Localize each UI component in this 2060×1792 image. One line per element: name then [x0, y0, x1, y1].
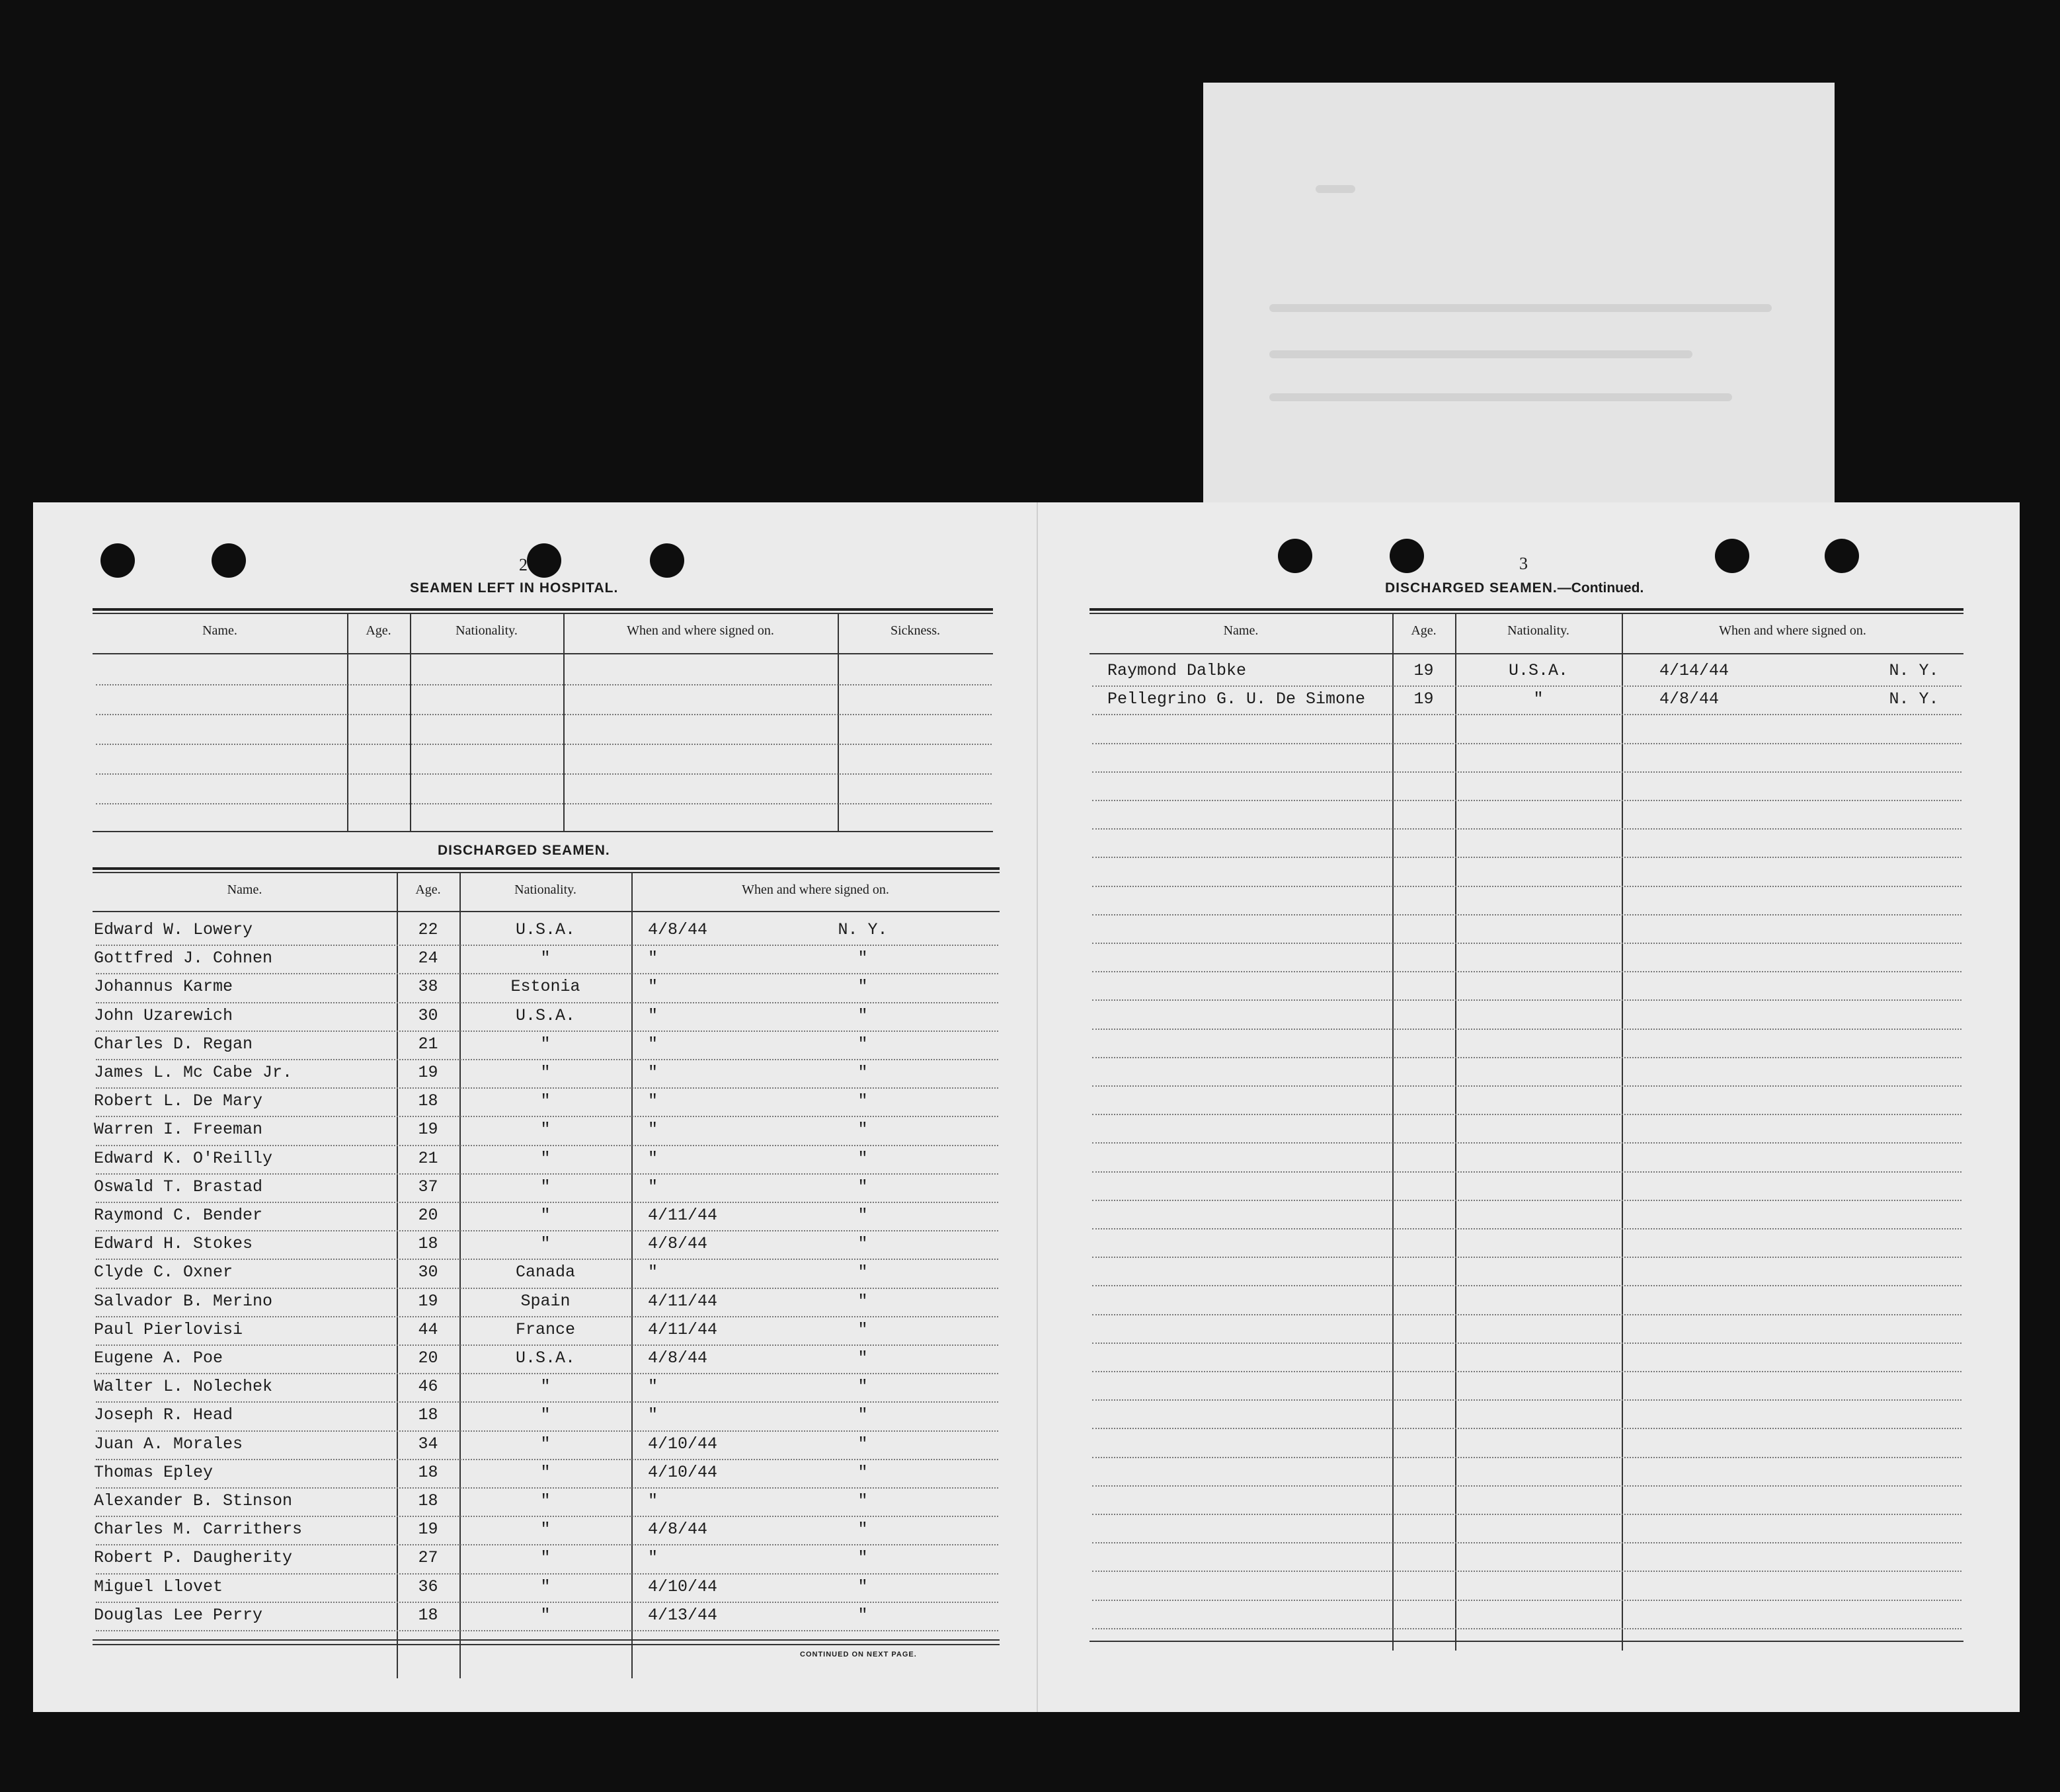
row-name: Thomas Epley [94, 1462, 214, 1482]
row-age: 27 [418, 1548, 438, 1568]
row-line [1092, 1542, 1961, 1543]
row-place: " [857, 977, 868, 997]
punch-hole [1715, 539, 1749, 573]
hospital-table-rule [93, 613, 993, 614]
row-line [96, 1259, 998, 1260]
row-nationality: Spain [520, 1291, 571, 1311]
discharged-header-nationality: Nationality. [514, 882, 576, 897]
punch-hole [1278, 539, 1312, 573]
row-age: 20 [418, 1206, 438, 1225]
row-name: Raymond Dalbke [1107, 661, 1247, 680]
discharged-header-age: Age. [415, 882, 441, 897]
row-line [96, 1059, 998, 1060]
header-age: Age. [1411, 623, 1437, 638]
row-line [1092, 1142, 1961, 1144]
row-place: " [857, 1263, 868, 1282]
row-nationality: " [540, 1063, 551, 1082]
row-nationality: " [540, 1148, 551, 1168]
row-age: 19 [1413, 689, 1434, 709]
row-name: Warren I. Freeman [94, 1120, 263, 1140]
row-line [1092, 886, 1961, 887]
row-place: " [857, 1091, 868, 1111]
row-line [1092, 1085, 1961, 1087]
row-name: Edward H. Stokes [94, 1234, 253, 1254]
row-date: 4/10/44 [648, 1434, 718, 1454]
row-line [1092, 1343, 1961, 1344]
title-suffix: —Continued. [1557, 580, 1644, 596]
row-line [96, 1602, 998, 1603]
row-place: " [857, 1291, 868, 1311]
page-number: 2 [519, 555, 528, 574]
header-nationality: Nationality. [1507, 623, 1569, 638]
row-place: " [857, 1377, 868, 1397]
hospital-header-rule [93, 653, 993, 654]
row-date: " [648, 1548, 658, 1568]
row-nationality: U.S.A. [515, 1005, 575, 1025]
discharged-section-title: DISCHARGED SEAMEN. [438, 843, 610, 858]
row-nationality: " [540, 949, 551, 968]
row-name: Oswald T. Brastad [94, 1177, 263, 1196]
row-age: 36 [418, 1577, 438, 1596]
hospital-row-line [96, 773, 992, 775]
row-place: " [857, 1319, 868, 1339]
row-name: Raymond C. Bender [94, 1206, 263, 1225]
hospital-header-name: Name. [202, 623, 237, 638]
row-date: 4/8/44 [648, 1520, 708, 1539]
row-name: Joseph R. Head [94, 1405, 233, 1425]
table-rule [1089, 613, 1963, 614]
row-name: Paul Pierlovisi [94, 1319, 243, 1339]
row-line [96, 1202, 998, 1203]
row-line [1092, 1314, 1961, 1315]
row-date: " [648, 1177, 658, 1196]
punch-hole [527, 543, 561, 578]
row-age: 37 [418, 1177, 438, 1196]
row-line [96, 1430, 998, 1432]
row-nationality: " [540, 1120, 551, 1140]
row-place: " [857, 1577, 868, 1596]
row-age: 30 [418, 1005, 438, 1025]
row-name: Clyde C. Oxner [94, 1263, 233, 1282]
row-age: 18 [418, 1462, 438, 1482]
row-age: 44 [418, 1319, 438, 1339]
row-line [96, 1573, 998, 1575]
punch-hole [212, 543, 246, 578]
row-date: " [648, 949, 658, 968]
row-date: " [648, 1091, 658, 1111]
row-line [1092, 714, 1961, 715]
row-place: " [857, 1520, 868, 1539]
row-name: Johannus Karme [94, 977, 233, 997]
header-name: Name. [1223, 623, 1259, 638]
row-date: " [648, 1377, 658, 1397]
row-place: " [857, 1206, 868, 1225]
row-line [1092, 685, 1961, 687]
hospital-row-line [96, 744, 992, 745]
row-line [1092, 1257, 1961, 1258]
row-line [1092, 1428, 1961, 1429]
faded-text-line [1269, 350, 1692, 358]
hospital-table-top-rule [93, 608, 993, 611]
row-name: Douglas Lee Perry [94, 1605, 263, 1625]
punch-hole [100, 543, 135, 578]
hospital-col-divider [563, 613, 565, 831]
discharged-col-divider [631, 872, 633, 1678]
row-nationality: " [540, 1462, 551, 1482]
row-line [1092, 1399, 1961, 1401]
row-line [1092, 1200, 1961, 1201]
row-name: Charles M. Carrithers [94, 1520, 303, 1539]
row-nationality: U.S.A. [1508, 661, 1568, 680]
row-line [1092, 828, 1961, 830]
row-age: 21 [418, 1034, 438, 1054]
row-line [96, 1116, 998, 1117]
row-name: Pellegrino G. U. De Simone [1107, 689, 1366, 709]
row-line [1092, 999, 1961, 1001]
col-divider [1622, 613, 1623, 1651]
col-divider [1455, 613, 1456, 1651]
row-place: " [857, 1148, 868, 1168]
row-age: 22 [418, 920, 438, 939]
hospital-header-age: Age. [366, 623, 391, 638]
row-place: " [857, 1462, 868, 1482]
row-nationality: " [540, 1605, 551, 1625]
row-place: " [857, 1177, 868, 1196]
row-line [1092, 1228, 1961, 1229]
row-line [1092, 1485, 1961, 1487]
row-nationality: " [540, 1177, 551, 1196]
row-name: Charles D. Regan [94, 1034, 253, 1054]
row-line [1092, 743, 1961, 744]
row-name: Eugene A. Poe [94, 1348, 223, 1368]
row-line [96, 1373, 998, 1374]
page-number: 3 [1519, 554, 1528, 573]
row-age: 19 [1413, 661, 1434, 680]
table-bottom-rule [1089, 1641, 1963, 1642]
row-age: 19 [418, 1063, 438, 1082]
row-age: 19 [418, 1291, 438, 1311]
faded-text-line [1316, 185, 1355, 193]
discharged-table-bottom-rule [93, 1644, 1000, 1645]
row-nationality: " [540, 1434, 551, 1454]
row-date: 4/11/44 [648, 1291, 718, 1311]
row-date: 4/10/44 [648, 1577, 718, 1596]
row-place: " [857, 1434, 868, 1454]
row-nationality: U.S.A. [515, 920, 575, 939]
row-date: " [648, 977, 658, 997]
row-line [1092, 1600, 1961, 1601]
row-line [96, 1459, 998, 1460]
punch-hole [650, 543, 684, 578]
row-line [1092, 1114, 1961, 1115]
row-place: " [857, 1491, 868, 1510]
row-place: " [857, 949, 868, 968]
row-date: " [648, 1263, 658, 1282]
row-nationality: " [540, 1034, 551, 1054]
row-name: Robert L. De Mary [94, 1091, 263, 1111]
row-line [96, 1316, 998, 1317]
row-name: James L. Mc Cabe Jr. [94, 1063, 293, 1082]
row-nationality: " [540, 1091, 551, 1111]
row-age: 18 [418, 1405, 438, 1425]
table-top-rule [1089, 608, 1963, 611]
row-place: " [857, 1348, 868, 1368]
row-name: Juan A. Morales [94, 1434, 243, 1454]
discharged-header-signed-on: When and where signed on. [742, 882, 889, 897]
row-line [96, 973, 998, 974]
row-line [96, 1630, 998, 1631]
attached-slip [1203, 83, 1835, 526]
row-line [1092, 1057, 1961, 1058]
row-date: 4/11/44 [648, 1206, 718, 1225]
hospital-header-signed-on: When and where signed on. [627, 623, 774, 638]
row-line [96, 1230, 998, 1231]
row-line [96, 1487, 998, 1489]
header-rule [1089, 653, 1963, 654]
row-line [96, 1031, 998, 1032]
row-place: " [857, 1063, 868, 1082]
row-date: " [648, 1063, 658, 1082]
row-line [1092, 1285, 1961, 1286]
hospital-col-divider [410, 613, 411, 831]
row-line [96, 945, 998, 946]
row-place: " [857, 1234, 868, 1254]
row-line [1092, 943, 1961, 944]
hospital-header-sickness: Sickness. [891, 623, 940, 638]
row-age: 20 [418, 1348, 438, 1368]
row-age: 21 [418, 1148, 438, 1168]
row-line [1092, 914, 1961, 915]
row-place: " [857, 1405, 868, 1425]
row-nationality: " [540, 1577, 551, 1596]
row-place: " [857, 1005, 868, 1025]
row-place: " [857, 1120, 868, 1140]
punch-hole [1390, 539, 1424, 573]
hospital-row-line [96, 714, 992, 715]
row-nationality: " [540, 1520, 551, 1539]
row-line [1092, 1571, 1961, 1572]
punch-hole [1825, 539, 1859, 573]
discharged-table-bottom-rule [93, 1639, 1000, 1641]
title-main: DISCHARGED SEAMEN. [1385, 580, 1558, 596]
row-line [96, 1288, 998, 1289]
row-line [1092, 771, 1961, 773]
row-age: 30 [418, 1263, 438, 1282]
row-date: " [648, 1491, 658, 1510]
row-line [96, 1087, 998, 1089]
discharged-continued-title [1385, 580, 1644, 596]
row-date: 4/8/44 [648, 920, 708, 939]
row-date: " [648, 1148, 658, 1168]
row-name: Walter L. Nolechek [94, 1377, 273, 1397]
row-place: N. Y. [1889, 689, 1939, 709]
row-nationality: Canada [515, 1263, 575, 1282]
discharged-table-rule [93, 872, 1000, 873]
row-date: 4/8/44 [648, 1234, 708, 1254]
hospital-table-bottom-rule [93, 831, 993, 832]
row-line [1092, 1628, 1961, 1629]
hospital-section-title: SEAMEN LEFT IN HOSPITAL. [410, 580, 619, 596]
row-age: 34 [418, 1434, 438, 1454]
row-age: 18 [418, 1091, 438, 1111]
row-age: 18 [418, 1605, 438, 1625]
row-line [1092, 971, 1961, 972]
row-age: 46 [418, 1377, 438, 1397]
row-line [96, 1516, 998, 1517]
faded-text-line [1269, 393, 1732, 401]
row-nationality: " [540, 1491, 551, 1510]
row-line [96, 1344, 998, 1346]
row-name: Miguel Llovet [94, 1577, 223, 1596]
row-name: Robert P. Daugherity [94, 1548, 293, 1568]
row-place: N. Y. [838, 920, 888, 939]
row-age: 18 [418, 1491, 438, 1510]
row-line [96, 1145, 998, 1146]
row-age: 19 [418, 1520, 438, 1539]
row-date: 4/10/44 [648, 1462, 718, 1482]
row-line [1092, 800, 1961, 801]
discharged-table-top-rule [93, 867, 1000, 870]
hospital-col-divider [347, 613, 348, 831]
row-name: Gottfred J. Cohnen [94, 949, 273, 968]
row-place: " [857, 1548, 868, 1568]
hospital-row-line [96, 684, 992, 685]
row-date: " [648, 1120, 658, 1140]
row-nationality: " [540, 1206, 551, 1225]
hospital-header-nationality: Nationality. [456, 623, 518, 638]
row-line [1092, 1457, 1961, 1458]
row-line [96, 1544, 998, 1545]
row-date: 4/8/44 [1659, 689, 1720, 709]
hospital-col-divider [838, 613, 839, 831]
row-line [96, 1401, 998, 1403]
row-nationality: " [540, 1234, 551, 1254]
row-nationality: U.S.A. [515, 1348, 575, 1368]
right-page [1038, 502, 2020, 1712]
left-page [33, 502, 1038, 1712]
row-name: Edward W. Lowery [94, 920, 253, 939]
row-nationality: Estonia [510, 977, 580, 997]
row-place: " [857, 1034, 868, 1054]
faded-text-line [1269, 304, 1772, 312]
row-place: " [857, 1605, 868, 1625]
row-line [96, 1002, 998, 1003]
row-nationality: France [515, 1319, 575, 1339]
row-age: 18 [418, 1234, 438, 1254]
row-nationality: " [540, 1377, 551, 1397]
row-date: 4/14/44 [1659, 661, 1729, 680]
row-date: " [648, 1405, 658, 1425]
hospital-row-line [96, 803, 992, 804]
row-line [1092, 1029, 1961, 1030]
col-divider [1392, 613, 1394, 1651]
continued-footer: CONTINUED ON NEXT PAGE. [800, 1651, 917, 1658]
row-name: John Uzarewich [94, 1005, 233, 1025]
row-line [1092, 857, 1961, 858]
row-date: 4/11/44 [648, 1319, 718, 1339]
row-name: Alexander B. Stinson [94, 1491, 293, 1510]
row-age: 24 [418, 949, 438, 968]
row-date: " [648, 1005, 658, 1025]
row-nationality: " [1533, 689, 1544, 709]
row-line [1092, 1171, 1961, 1173]
row-line [96, 1173, 998, 1175]
row-line [1092, 1371, 1961, 1372]
discharged-header-name: Name. [227, 882, 262, 897]
row-name: Salvador B. Merino [94, 1291, 273, 1311]
row-date: 4/8/44 [648, 1348, 708, 1368]
row-date: 4/13/44 [648, 1605, 718, 1625]
row-age: 38 [418, 977, 438, 997]
row-place: N. Y. [1889, 661, 1939, 680]
row-nationality: " [540, 1548, 551, 1568]
row-name: Edward K. O'Reilly [94, 1148, 273, 1168]
row-age: 19 [418, 1120, 438, 1140]
discharged-header-rule [93, 911, 1000, 912]
row-nationality: " [540, 1405, 551, 1425]
header-signed-on: When and where signed on. [1719, 623, 1866, 638]
row-date: " [648, 1034, 658, 1054]
row-line [1092, 1514, 1961, 1515]
